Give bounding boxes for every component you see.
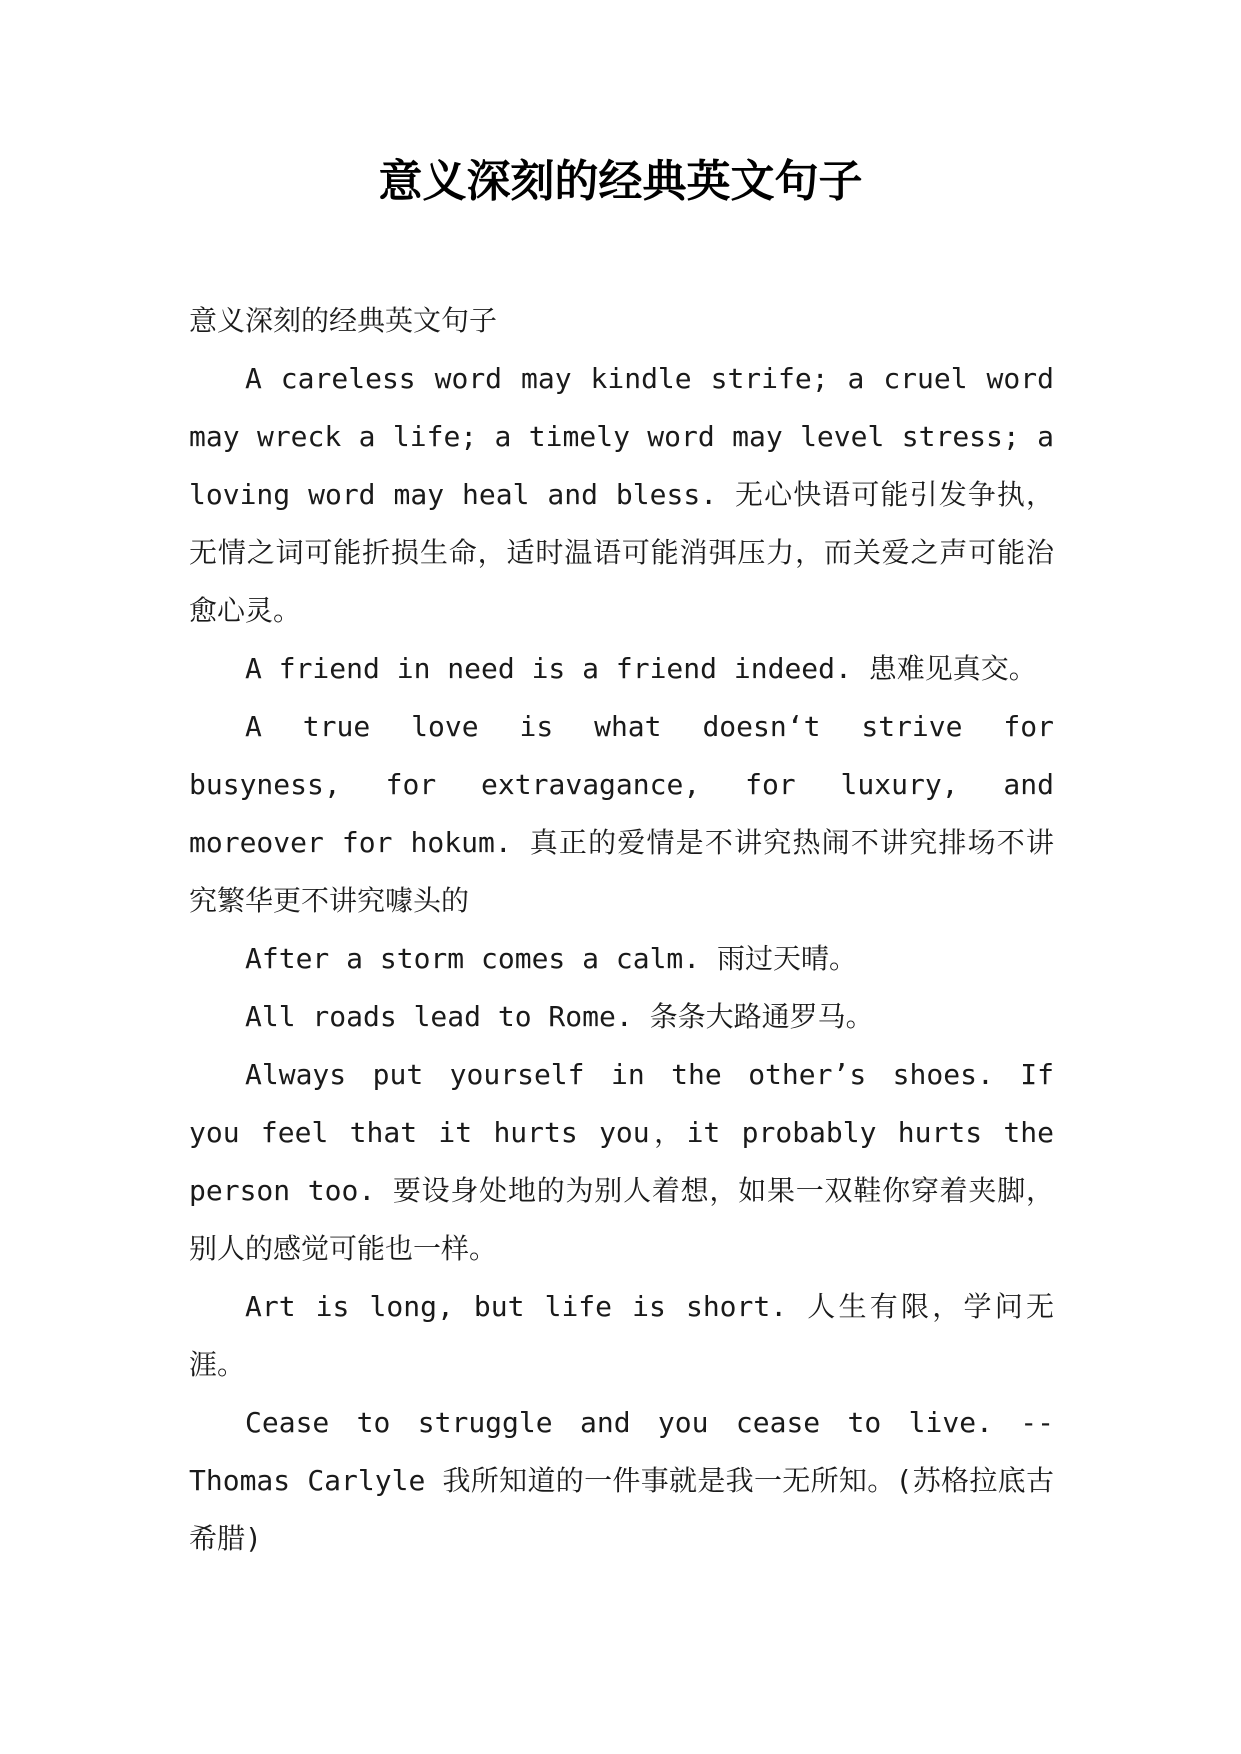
body-heading: 意义深刻的经典英文句子 <box>189 304 498 337</box>
document-title: 意义深刻的经典英文句子 <box>378 156 863 207</box>
paragraph: Always put yourself in the other’s shoes. If you feel that it hurts you，it probably hurts the person too. 要设身处地的为别人着想，如果一双鞋你穿着夹脚，别人的感觉可能也一样。 <box>189 1058 1054 1265</box>
paragraph: All roads lead to Rome. 条条大路通罗马。 <box>245 1000 874 1033</box>
paragraph: Cease to struggle and you cease to live. --Thomas Carlyle 我所知道的一件事就是我一无所知。(苏格拉底古希腊) <box>189 1406 1054 1555</box>
paragraph: After a storm comes a calm. 雨过天晴。 <box>245 942 858 975</box>
document-body <box>189 292 1054 1568</box>
paragraph: A true love is what doesn‘t strive for busyness, for extravagance, for luxury, and moreover for hokum. 真正的爱情是不讲究热闹不讲究排场不讲究繁华更不讲究噱头的 <box>189 710 1054 917</box>
paragraph: A careless word may kindle strife; a cruel word may wreck a life; a timely word may level stress; a loving word may heal and bless. 无心快语可能引发争执，无情之词可能折损生命，适时温语可能消弭压力，而关爱之声可能治愈心灵。 <box>189 362 1054 627</box>
paragraph: A friend in need is a friend indeed. 患难见真交。 <box>245 652 1037 685</box>
paragraph: Art is long, but life is short. 人生有限，学问无涯。 <box>189 1290 1054 1381</box>
